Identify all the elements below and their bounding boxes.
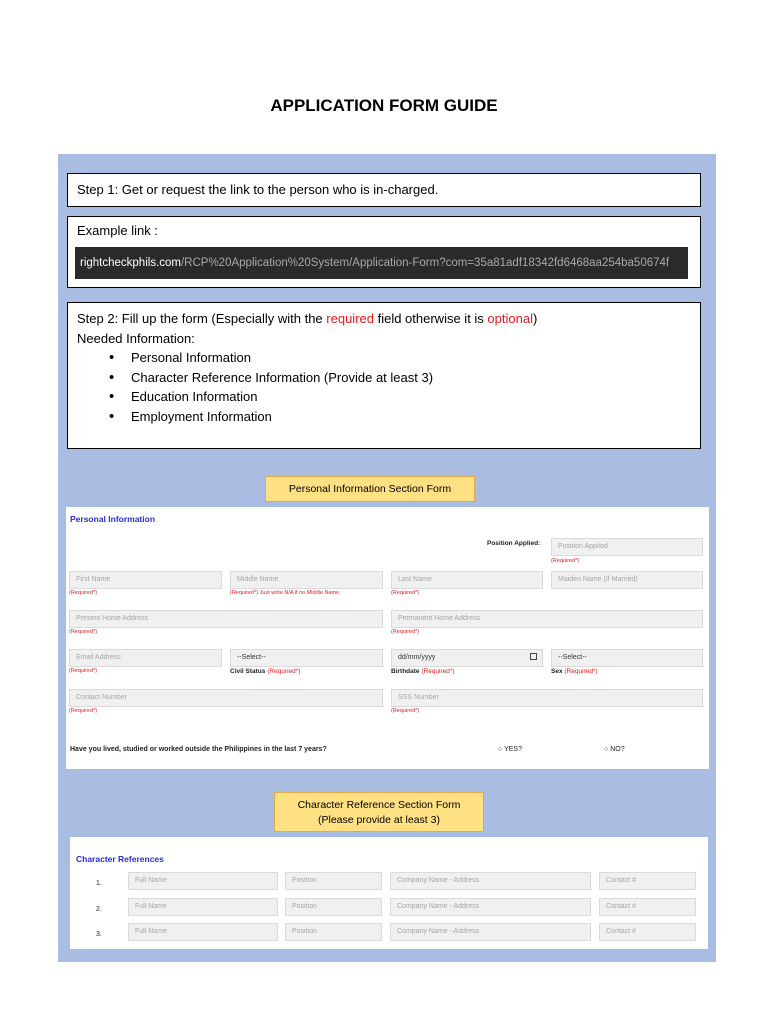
radio-circle-icon: ○	[498, 746, 503, 753]
optional-word: optional	[487, 311, 533, 326]
position-applied-input[interactable]: Position Applied	[551, 538, 703, 556]
company-address-input[interactable]: Company Name - Address	[390, 898, 591, 916]
link-path: /RCP%20Application%20System/Application-Form?com=35a81adf18342fd6468aa254ba50674f	[180, 257, 670, 269]
step2-box	[67, 302, 701, 449]
contact-number-input[interactable]: Contact Number	[69, 689, 383, 707]
position-input[interactable]: Position	[285, 923, 382, 941]
personal-info-callout: Personal Information Section Form	[265, 476, 475, 502]
sss-number-input[interactable]: SSS Number	[391, 689, 703, 707]
required-note: (Required*)	[391, 708, 420, 714]
character-ref-callout	[274, 792, 484, 832]
step1-box	[67, 173, 701, 207]
row-number: 3.	[96, 931, 102, 938]
needed-info-list	[77, 348, 700, 426]
outside-philippines-question: Have you lived, studied or worked outside the Philippines in the last 7 years?	[70, 746, 327, 753]
required-note: (Required*)	[551, 558, 580, 564]
list-item: • Education Information	[122, 387, 700, 407]
list-item: • Employment Information	[122, 407, 700, 427]
row-number: 2.	[96, 906, 102, 913]
callout-line1: Character Reference Section Form	[297, 799, 461, 811]
example-label: Example link :	[77, 223, 158, 238]
personal-info-form	[66, 507, 709, 769]
step1-text: Step 1: Get or request the link to the person who is in-charged.	[77, 182, 439, 197]
civil-status-label: Civil Status (Required*)	[230, 668, 301, 675]
personal-section-title: Personal Information	[70, 514, 156, 524]
list-item: • Character Reference Information (Provide at least 3)	[122, 368, 700, 388]
required-note: (Required*)	[69, 590, 98, 596]
contact-input[interactable]: Contact #	[599, 898, 696, 916]
sex-label: Sex (Required*)	[551, 668, 598, 675]
first-name-input[interactable]: First Name	[69, 571, 222, 589]
contact-input[interactable]: Contact #	[599, 872, 696, 890]
required-word: required	[326, 311, 374, 326]
contact-input[interactable]: Contact #	[599, 923, 696, 941]
radio-circle-icon: ○	[604, 746, 609, 753]
present-address-input[interactable]: Present Home Address	[69, 610, 383, 628]
character-ref-form	[70, 837, 708, 949]
company-address-input[interactable]: Company Name - Address	[390, 872, 591, 890]
no-radio[interactable]: ○ NO?	[604, 746, 625, 753]
required-note: (Required*)	[391, 629, 420, 635]
birthdate-label: Birthdate (Required*)	[391, 668, 455, 675]
full-name-input[interactable]: Full Name	[128, 872, 278, 890]
step2-text: Step 2: Fill up the form (Especially with the required field otherwise it is optional)	[77, 311, 538, 326]
example-link-bar[interactable]	[75, 247, 688, 279]
civil-status-select[interactable]: --Select--	[230, 649, 383, 667]
needed-info-label: Needed Information:	[77, 330, 195, 346]
full-name-input[interactable]: Full Name	[128, 898, 278, 916]
email-input[interactable]: Email Address	[69, 649, 222, 667]
last-name-input[interactable]: Last Name	[391, 571, 543, 589]
list-item: • Personal Information	[122, 348, 700, 368]
birthdate-input[interactable]: dd/mm/yyyy	[391, 649, 543, 667]
sex-select[interactable]: --Select--	[551, 649, 703, 667]
required-note: (Required*)	[69, 629, 98, 635]
character-section-title: Character References	[76, 854, 164, 864]
link-domain: rightcheckphils.com	[80, 257, 181, 269]
permanent-address-input[interactable]: Permanent Home Address	[391, 610, 703, 628]
position-input[interactable]: Position	[285, 898, 382, 916]
callout-line2: (Please provide at least 3)	[318, 814, 440, 826]
middle-name-input[interactable]: Middle Name	[230, 571, 383, 589]
yes-radio[interactable]: ○ YES?	[498, 746, 522, 753]
required-note: (Required*)	[391, 590, 420, 596]
position-input[interactable]: Position	[285, 872, 382, 890]
row-number: 1.	[96, 880, 102, 887]
required-note: (Required*)	[69, 668, 98, 674]
page-title: APPLICATION FORM GUIDE	[270, 96, 498, 115]
maiden-name-input[interactable]: Maiden Name (If Married)	[551, 571, 703, 589]
full-name-input[interactable]: Full Name	[128, 923, 278, 941]
required-note: (Required*)	[69, 708, 98, 714]
example-link-box	[67, 216, 701, 288]
calendar-icon[interactable]	[530, 653, 537, 660]
position-applied-label: Position Applied:	[487, 540, 541, 547]
middle-name-note: (Required*) Just write N/A if no Middle Name	[230, 590, 340, 596]
company-address-input[interactable]: Company Name - Address	[390, 923, 591, 941]
